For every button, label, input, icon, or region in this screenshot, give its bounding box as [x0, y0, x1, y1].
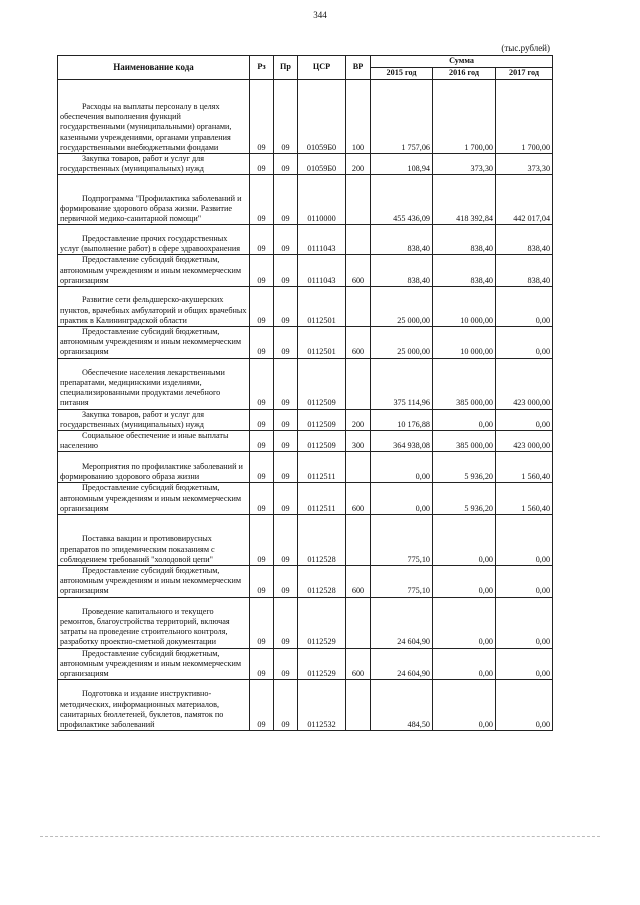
row-vr: 100 [346, 80, 371, 154]
row-sum-2017: 838,40 [496, 255, 553, 287]
row-pr: 09 [274, 483, 298, 515]
row-vr: 600 [346, 327, 371, 359]
row-sum-2016: 10 000,00 [433, 287, 496, 327]
row-rz: 09 [250, 358, 274, 409]
row-vr: 600 [346, 566, 371, 598]
row-csr: 0112501 [298, 327, 346, 359]
row-sum-2015: 455 436,09 [371, 175, 433, 225]
row-vr [346, 452, 371, 483]
row-csr: 0112532 [298, 680, 346, 731]
row-sum-2015: 24 604,90 [371, 597, 433, 648]
row-pr: 09 [274, 515, 298, 566]
row-sum-2016: 385 000,00 [433, 431, 496, 452]
row-rz: 09 [250, 225, 274, 255]
row-sum-2015: 484,50 [371, 680, 433, 731]
row-sum-2017: 423 000,00 [496, 358, 553, 409]
row-sum-2017: 423 000,00 [496, 431, 553, 452]
table-row [58, 566, 553, 598]
row-sum-2016: 0,00 [433, 597, 496, 648]
table-row [58, 597, 553, 648]
row-name: Обеспечение населения лекарственными препаратами, медицинскими изделиями, специализированными продуктами лечебного питания [58, 358, 250, 409]
row-vr [346, 358, 371, 409]
table-row [58, 452, 553, 483]
header-vr: ВР [346, 56, 371, 80]
units-label: (тыс.рублей) [501, 43, 550, 53]
table-row [58, 431, 553, 452]
row-vr: 600 [346, 483, 371, 515]
row-pr: 09 [274, 154, 298, 175]
table-row [58, 358, 553, 409]
row-name: Проведение капитального и текущего ремонтов, благоустройства территорий, включая затраты на проведение строительного контроля, разработку проектно-сметной документации [58, 597, 250, 648]
row-vr [346, 515, 371, 566]
row-sum-2017: 0,00 [496, 515, 553, 566]
row-sum-2017: 0,00 [496, 597, 553, 648]
row-csr: 0112501 [298, 287, 346, 327]
row-sum-2017: 1 560,40 [496, 483, 553, 515]
row-rz: 09 [250, 409, 274, 430]
row-name: Предоставление субсидий бюджетным, автономным учреждениям и иным некоммерческим организациям [58, 483, 250, 515]
row-rz: 09 [250, 648, 274, 680]
row-name: Предоставление субсидий бюджетным, автономным учреждениям и иным некоммерческим организациям [58, 566, 250, 598]
row-csr: 0112529 [298, 648, 346, 680]
table-row [58, 287, 553, 327]
row-pr: 09 [274, 255, 298, 287]
row-vr: 300 [346, 431, 371, 452]
row-pr: 09 [274, 409, 298, 430]
header-2016: 2016 год [433, 68, 496, 80]
row-name: Предоставление прочих государственных услуг (выполнение работ) в сфере здравоохранения [58, 225, 250, 255]
row-name: Мероприятия по профилактике заболеваний и формированию здорового образа жизни [58, 452, 250, 483]
row-sum-2017: 0,00 [496, 409, 553, 430]
row-vr [346, 680, 371, 731]
row-name: Подготовка и издание инструктивно-методических, информационных материалов, санитарных бюллетеней, буклетов, памяток по профилактике заболеваний [58, 680, 250, 731]
row-csr: 0111043 [298, 255, 346, 287]
row-name: Закупка товаров, работ и услуг для государственных (муниципальных) нужд [58, 154, 250, 175]
table-row [58, 255, 553, 287]
row-sum-2015: 364 938,08 [371, 431, 433, 452]
row-vr: 200 [346, 154, 371, 175]
row-sum-2015: 1 757,06 [371, 80, 433, 154]
table-row [58, 483, 553, 515]
row-sum-2016: 0,00 [433, 566, 496, 598]
row-vr: 200 [346, 409, 371, 430]
row-rz: 09 [250, 452, 274, 483]
row-sum-2017: 0,00 [496, 648, 553, 680]
row-sum-2016: 5 936,20 [433, 483, 496, 515]
row-sum-2015: 0,00 [371, 452, 433, 483]
row-sum-2017: 373,30 [496, 154, 553, 175]
row-name: Поставка вакцин и противовирусных препаратов по эпидемическим показаниям с соблюдением требований "холодовой цепи" [58, 515, 250, 566]
row-csr: 0111043 [298, 225, 346, 255]
row-pr: 09 [274, 597, 298, 648]
row-sum-2016: 0,00 [433, 409, 496, 430]
row-pr: 09 [274, 225, 298, 255]
row-sum-2016: 418 392,84 [433, 175, 496, 225]
row-sum-2017: 0,00 [496, 327, 553, 359]
row-vr [346, 287, 371, 327]
row-sum-2016: 838,40 [433, 255, 496, 287]
row-sum-2017: 0,00 [496, 680, 553, 731]
table-row [58, 225, 553, 255]
table-row [58, 80, 553, 154]
row-csr: 0112529 [298, 597, 346, 648]
table-row [58, 680, 553, 731]
row-rz: 09 [250, 566, 274, 598]
row-name: Предоставление субсидий бюджетным, автономным учреждениям и иным некоммерческим организациям [58, 648, 250, 680]
row-sum-2016: 385 000,00 [433, 358, 496, 409]
row-pr: 09 [274, 175, 298, 225]
row-sum-2015: 25 000,00 [371, 327, 433, 359]
row-sum-2016: 0,00 [433, 515, 496, 566]
row-name: Социальное обеспечение и иные выплаты населению [58, 431, 250, 452]
row-vr [346, 175, 371, 225]
row-csr: 0112511 [298, 483, 346, 515]
row-name: Развитие сети фельдшерско-акушерских пунктов, врачебных амбулаторий и общих врачебных практик в Калининградской области [58, 287, 250, 327]
row-sum-2016: 373,30 [433, 154, 496, 175]
row-vr [346, 597, 371, 648]
row-rz: 09 [250, 680, 274, 731]
row-pr: 09 [274, 680, 298, 731]
row-sum-2017: 1 700,00 [496, 80, 553, 154]
row-sum-2017: 442 017,04 [496, 175, 553, 225]
row-rz: 09 [250, 80, 274, 154]
table-row [58, 154, 553, 175]
header-2015: 2015 год [371, 68, 433, 80]
row-rz: 09 [250, 154, 274, 175]
row-sum-2016: 0,00 [433, 648, 496, 680]
row-csr: 0112509 [298, 358, 346, 409]
table-row [58, 648, 553, 680]
row-rz: 09 [250, 255, 274, 287]
row-name: Подпрограмма "Профилактика заболеваний и формирование здорового образа жизни. Развитие первичной медико-санитарной помощи" [58, 175, 250, 225]
row-pr: 09 [274, 648, 298, 680]
header-csr: ЦСР [298, 56, 346, 80]
row-vr: 600 [346, 255, 371, 287]
header-2017: 2017 год [496, 68, 553, 80]
row-csr: 0112511 [298, 452, 346, 483]
row-sum-2017: 838,40 [496, 225, 553, 255]
row-pr: 09 [274, 287, 298, 327]
row-pr: 09 [274, 431, 298, 452]
table-row [58, 515, 553, 566]
row-sum-2016: 10 000,00 [433, 327, 496, 359]
header-name: Наименование кода [58, 56, 250, 80]
header-rz: Рз [250, 56, 274, 80]
row-csr: 01059Б0 [298, 80, 346, 154]
table-row [58, 327, 553, 359]
row-sum-2015: 838,40 [371, 255, 433, 287]
row-csr: 01059Б0 [298, 154, 346, 175]
row-pr: 09 [274, 358, 298, 409]
table-row [58, 409, 553, 430]
row-sum-2015: 25 000,00 [371, 287, 433, 327]
row-sum-2016: 1 700,00 [433, 80, 496, 154]
row-rz: 09 [250, 175, 274, 225]
row-pr: 09 [274, 452, 298, 483]
row-sum-2015: 375 114,96 [371, 358, 433, 409]
row-pr: 09 [274, 327, 298, 359]
row-name: Предоставление субсидий бюджетным, автономным учреждениям и иным некоммерческим организациям [58, 327, 250, 359]
row-sum-2016: 0,00 [433, 680, 496, 731]
row-sum-2015: 775,10 [371, 566, 433, 598]
page-bottom-rule [40, 836, 600, 837]
row-rz: 09 [250, 515, 274, 566]
row-sum-2015: 0,00 [371, 483, 433, 515]
row-rz: 09 [250, 287, 274, 327]
row-sum-2017: 0,00 [496, 287, 553, 327]
row-sum-2017: 0,00 [496, 566, 553, 598]
row-vr: 600 [346, 648, 371, 680]
row-sum-2015: 108,94 [371, 154, 433, 175]
row-rz: 09 [250, 597, 274, 648]
row-sum-2016: 5 936,20 [433, 452, 496, 483]
row-csr: 0112509 [298, 431, 346, 452]
row-csr: 0112528 [298, 515, 346, 566]
row-sum-2016: 838,40 [433, 225, 496, 255]
header-pr: Пр [274, 56, 298, 80]
row-pr: 09 [274, 566, 298, 598]
row-csr: 0112528 [298, 566, 346, 598]
table-body [58, 80, 553, 731]
row-name: Предоставление субсидий бюджетным, автономным учреждениям и иным некоммерческим организациям [58, 255, 250, 287]
row-rz: 09 [250, 431, 274, 452]
header-sum: Сумма [371, 56, 553, 68]
row-rz: 09 [250, 483, 274, 515]
budget-table [57, 55, 553, 731]
row-csr: 0110000 [298, 175, 346, 225]
row-pr: 09 [274, 80, 298, 154]
row-vr [346, 225, 371, 255]
row-sum-2015: 775,10 [371, 515, 433, 566]
table-row [58, 175, 553, 225]
row-name: Расходы на выплаты персоналу в целях обеспечения выполнения функций государственными (муниципальными) органами, казенными учреждениями, органами управления государственными внебюджетными фондами [58, 80, 250, 154]
row-sum-2015: 24 604,90 [371, 648, 433, 680]
row-csr: 0112509 [298, 409, 346, 430]
row-sum-2017: 1 560,40 [496, 452, 553, 483]
row-rz: 09 [250, 327, 274, 359]
page-number: 344 [313, 10, 327, 20]
row-sum-2015: 10 176,88 [371, 409, 433, 430]
row-name: Закупка товаров, работ и услуг для государственных (муниципальных) нужд [58, 409, 250, 430]
row-sum-2015: 838,40 [371, 225, 433, 255]
